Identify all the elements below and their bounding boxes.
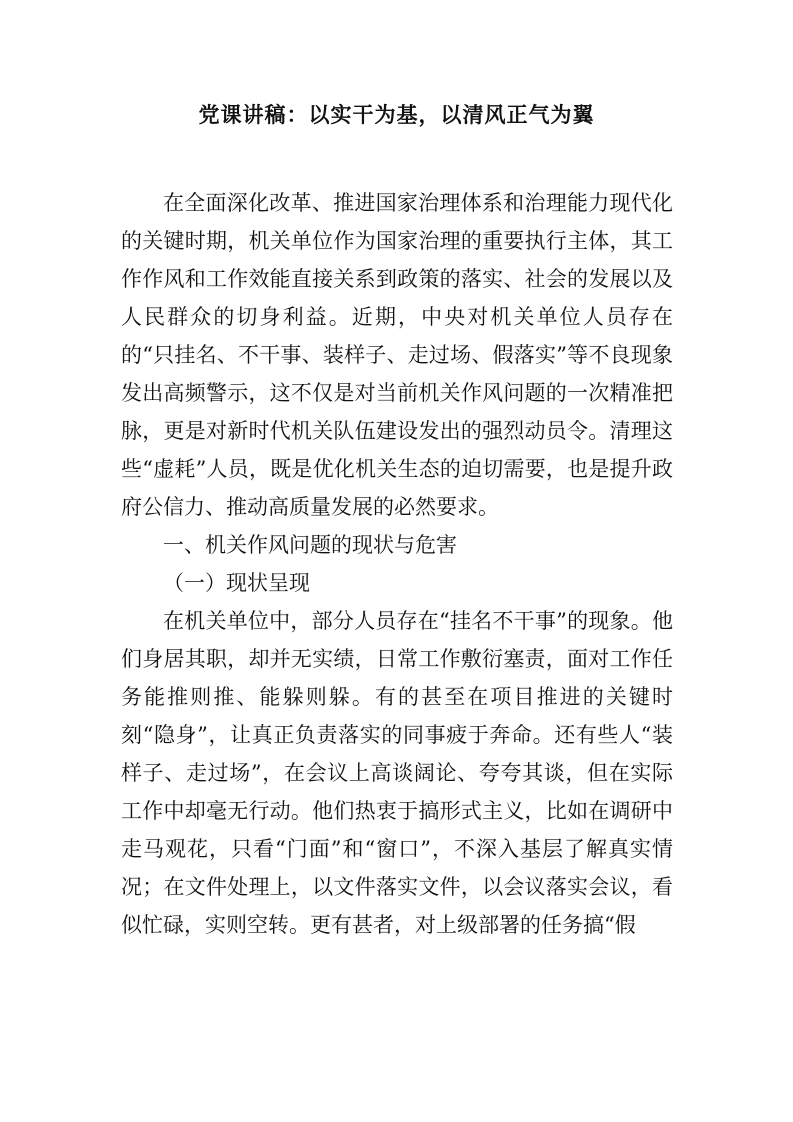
status-paragraph: 在机关单位中，部分人员存在“挂名不干事”的现象。他们身居其职，却并无实绩，日常工作敷衍塞责，面对工作任务能推则推、能躲则躲。有的甚至在项目推进的关键时刻“隐身”，让真正负责落实的同事疲于奔命。还有些人“装样子、走过场”，在会议上高谈阔论、夸夸其谈，但在实际工作中却毫无行动。他们热衷于搞形式主义，比如在调研中走马观花，只看“门面”和“窗口”，不深入基层了解真实情况；在文件处理上，以文件落实文件，以会议落实会议，看似忙碌，实则空转。更有甚者，对上级部署的任务搞“假 [121, 609, 673, 937]
document-title: 党课讲稿：以实干为基，以清风正气为翼 [198, 102, 595, 127]
section-heading: 一、机关作风问题的现状与危害 [163, 533, 457, 557]
intro-paragraph: 在全面深化改革、推进国家治理体系和治理能力现代化的关键时期，机关单位作为国家治理的重要执行主体，其工作作风和工作效能直接关系到政策的落实、社会的发展以及人民群众的切身利益。近期，中央对机关单位人员存在的“只挂名、不干事、装样子、走过场、假落实”等不良现象发出高频警示，这不仅是对当前机关作风问题的一次精准把脉，更是对新时代机关队伍建设发出的强烈动员令。清理这些“虚耗”人员，既是优化机关生态的迫切需要，也是提升政府公信力、推动高质量发展的必然要求。 [121, 191, 673, 519]
document-body [121, 184, 673, 944]
subsection-heading: （一）现状呈现 [163, 571, 310, 595]
